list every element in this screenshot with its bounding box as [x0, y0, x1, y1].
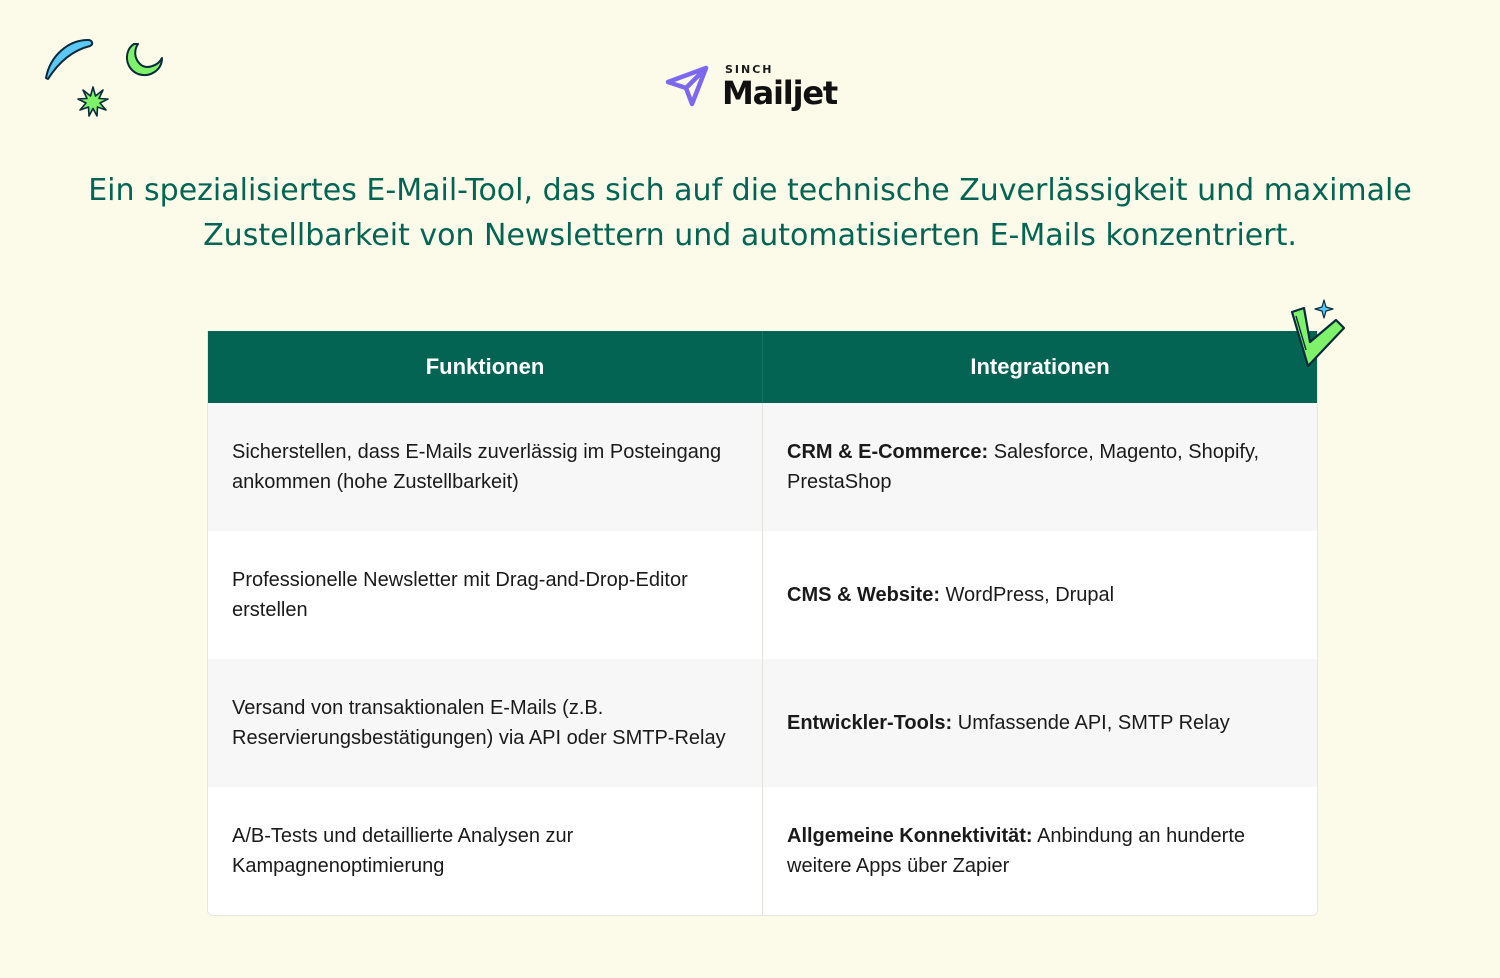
paper-plane-icon: [664, 64, 710, 108]
funktion-cell: Sicherstellen, dass E-Mails zuverlässig im Posteingang ankommen (hohe Zustellbarkeit): [208, 403, 763, 531]
integration-label: CRM & E-Commerce:: [787, 441, 989, 463]
logo-company: SINCH: [725, 63, 774, 76]
header-integrationen: Integrationen: [763, 331, 1318, 403]
integration-value: WordPress, Drupal: [939, 584, 1115, 606]
checkmark-sparkle-icon: [1286, 298, 1350, 372]
crescent-blue-icon: [42, 36, 98, 82]
table-row: [208, 403, 1317, 531]
integration-label: Entwickler-Tools:: [787, 712, 953, 734]
logo-product: Mailjet: [722, 74, 837, 112]
table-row: [208, 787, 1317, 915]
funktion-cell: A/B-Tests und detaillierte Analysen zur Kampagnenoptimierung: [208, 787, 763, 915]
mailjet-logo[interactable]: [664, 60, 844, 120]
integration-value: Salesforce, Magento, Shopify, PrestaShop: [787, 441, 1260, 493]
funktion-cell: Professionelle Newsletter mit Drag-and-Drop-Editor erstellen: [208, 531, 763, 659]
integration-cell: [763, 787, 1318, 915]
integration-value: Anbindung an hunderte weitere Apps über Zapier: [787, 825, 1246, 877]
integration-cell: [763, 403, 1318, 531]
header-funktionen: Funktionen: [208, 331, 763, 403]
funktion-cell: Versand von transaktionalen E-Mails (z.B. Reservierungsbestätigungen) via API oder SMTP-Relay: [208, 659, 763, 787]
integration-label: CMS & Website:: [787, 584, 940, 606]
crescent-green-icon: [120, 38, 168, 80]
integration-cell: [763, 659, 1318, 787]
comparison-table: [207, 331, 1318, 916]
table-row: [208, 659, 1317, 787]
table-row: [208, 531, 1317, 659]
table-header-row: [208, 331, 1317, 403]
integration-value: Umfassende API, SMTP Relay: [952, 712, 1230, 734]
page-headline: Ein spezialisiertes E-Mail-Tool, das sich auf die technische Zuverlässigkeit und maximale Zustellbarkeit von Newslettern und automatisierten E-Mails konzentriert.: [88, 173, 1412, 253]
starburst-icon: [76, 85, 110, 119]
integration-label: Allgemeine Konnektivität:: [787, 825, 1033, 847]
integration-cell: [763, 531, 1318, 659]
